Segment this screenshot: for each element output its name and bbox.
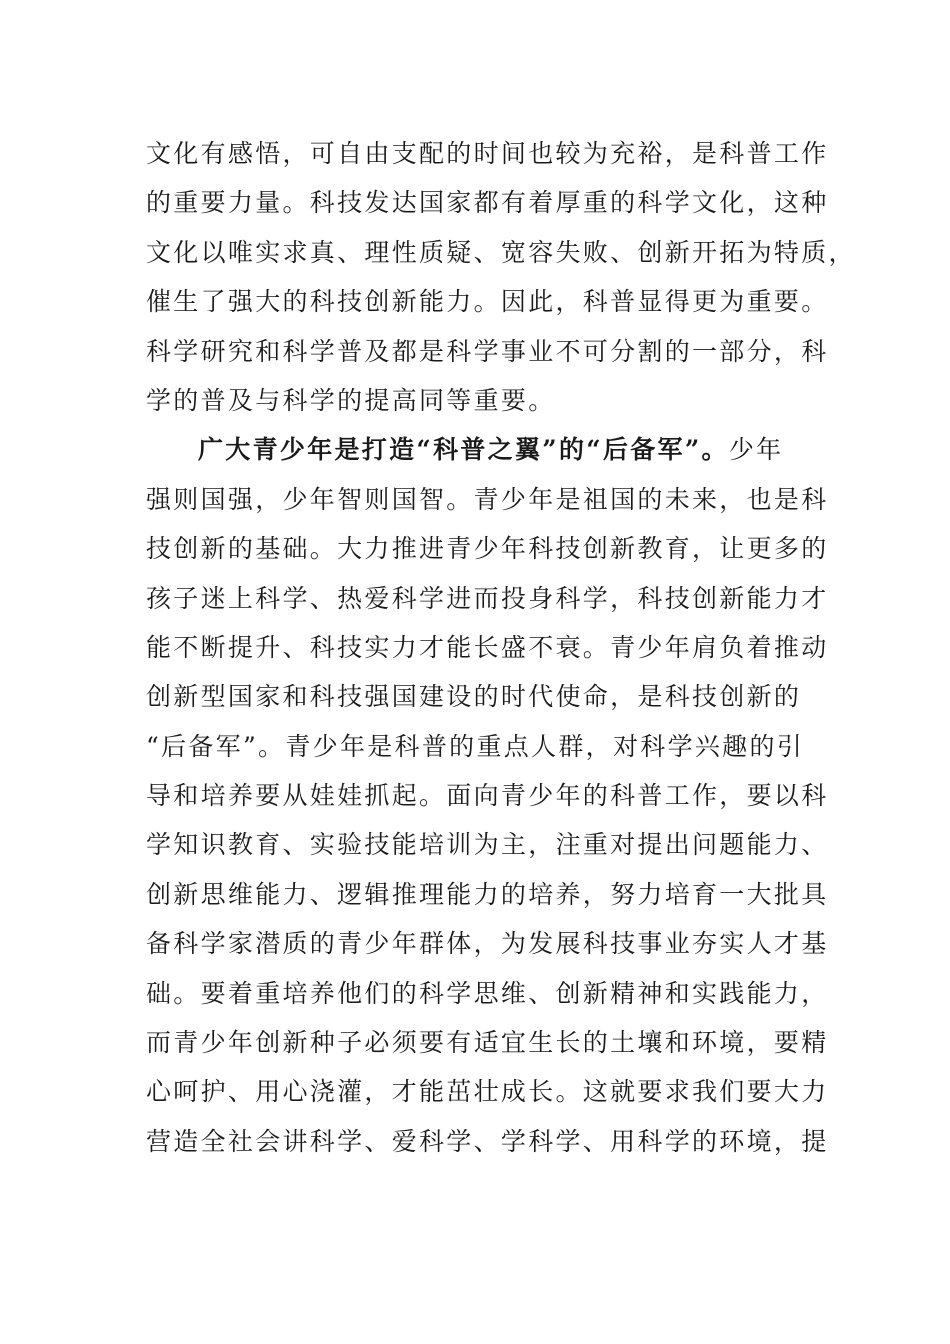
text-line: 导和培养要从娃娃抓起。面向青少年的科普工作，要以科: [146, 781, 829, 811]
text-line: 强则国强，少年智则国智。青少年是祖国的未来，也是科: [146, 484, 829, 514]
paragraph-first-line: [146, 425, 796, 474]
text-line: 心呵护、用心浇灌，才能茁壮成长。这就要求我们要大力: [146, 1077, 829, 1107]
paragraph-1: [146, 129, 856, 425]
text-line: 础。要着重培养他们的科学思维、创新精神和实践能力，: [146, 978, 829, 1008]
paragraph-heading: 广大青少年是打造“科普之翼”的“后备军”。: [198, 435, 729, 465]
text-line: 技创新的基础。大力推进青少年科技创新教育，让更多的: [146, 534, 829, 564]
heading-continuation: 少年: [728, 435, 784, 465]
text-line: 备科学家潜质的青少年群体，为发展科技事业夯实人才基: [146, 929, 829, 959]
text-line: 的重要力量。科技发达国家都有着厚重的科学文化，这种: [146, 188, 829, 218]
body-text: [146, 129, 856, 1166]
text-line: 文化有感悟，可自由支配的时间也较为充裕，是科普工作: [146, 139, 829, 168]
text-line: 学知识教育、实验技能培训为主，注重对提出问题能力、: [146, 830, 829, 860]
text-line: “后备军”。青少年是科普的重点人群，对科学兴趣的引: [146, 731, 805, 761]
text-line: 营造全社会讲科学、爱科学、学科学、用科学的环境，提: [146, 1126, 829, 1156]
text-line: 学的普及与科学的提高同等重要。: [146, 385, 556, 415]
text-line: 而青少年创新种子必须要有适宜生长的土壤和环境，要精: [146, 1028, 829, 1058]
text-line: 能不断提升、科技实力才能长盛不衰。青少年肩负着推动: [146, 632, 829, 662]
text-line: 孩子迷上科学、热爱科学进而投身科学，科技创新能力才: [146, 583, 829, 613]
text-line: 创新思维能力、逻辑推理能力的培养，努力培育一大批具: [146, 879, 829, 909]
text-line: 科学研究和科学普及都是科学事业不可分割的一部分，科: [146, 336, 829, 366]
text-line: 文化以唯实求真、理性质疑、宽容失败、创新开拓为特质，: [146, 237, 856, 267]
text-line: 催生了强大的科技创新能力。因此，科普显得更为重要。: [146, 287, 829, 317]
text-line: 创新型国家和科技强国建设的时代使命，是科技创新的: [146, 682, 802, 712]
paragraph-2: [146, 425, 829, 1166]
